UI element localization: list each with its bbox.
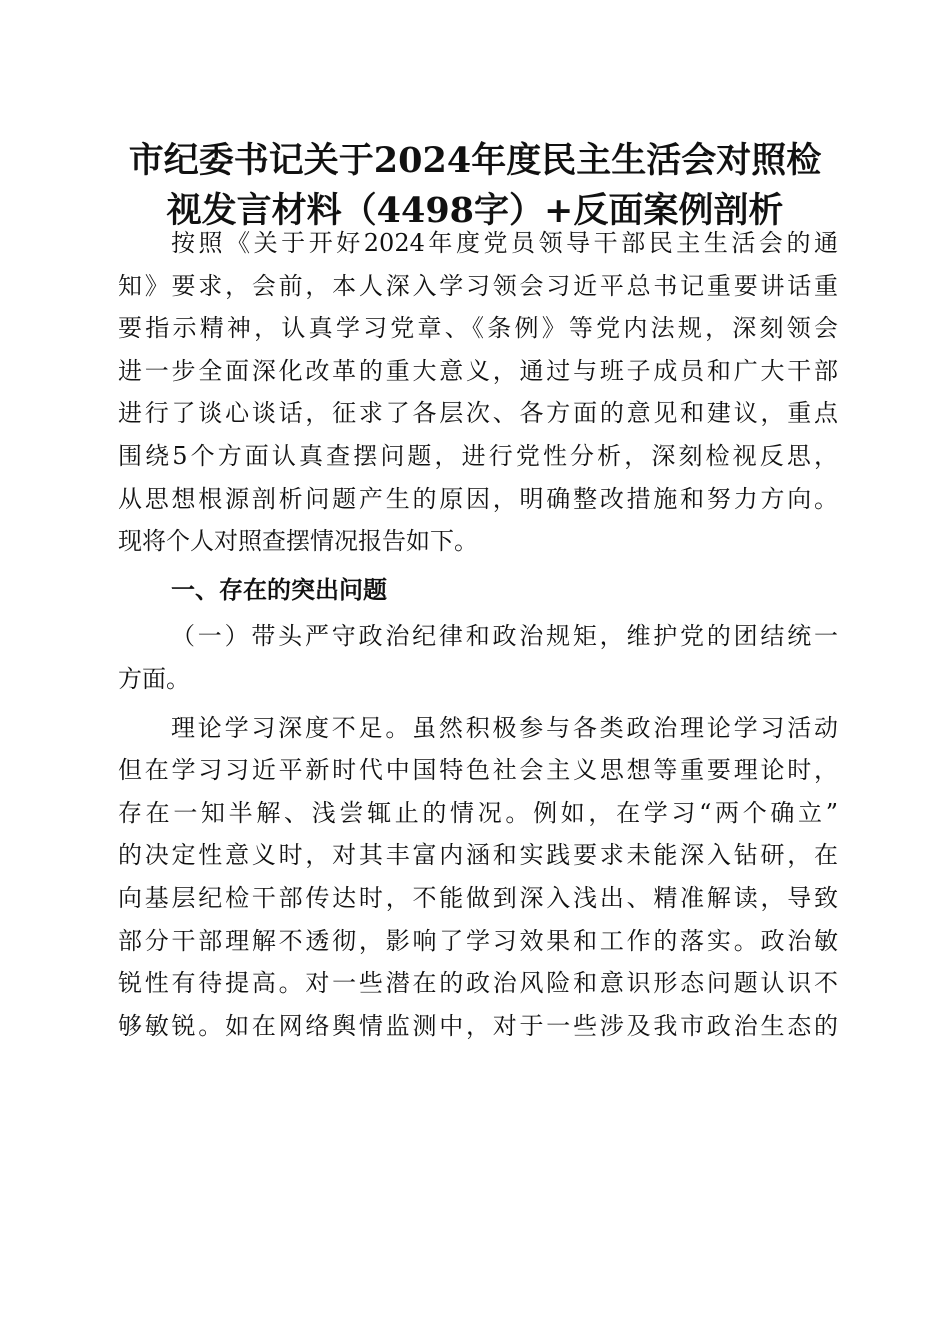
- paragraph-line: 进行了谈心谈话，征求了各层次、各方面的意见和建议，重点: [118, 399, 838, 428]
- paragraph-line: 锐性有待提高。对一些潜在的政治风险和意识形态问题认识不: [118, 969, 838, 998]
- paragraph-line: （一）带头严守政治纪律和政治规矩，维护党的团结统一: [171, 622, 838, 651]
- paragraph-line: 够敏锐。如在网络舆情监测中，对于一些涉及我市政治生态的: [118, 1011, 838, 1040]
- paragraph-line: 知》要求，会前，本人深入学习领会习近平总书记重要讲话重: [118, 271, 838, 300]
- paragraph-line: 的决定性意义时，对其丰富内涵和实践要求未能深入钻研，在: [118, 841, 838, 870]
- paragraph-line: 进一步全面深化改革的重大意义，通过与班子成员和广大干部: [118, 356, 838, 385]
- paragraph-line: 从思想根源剖析问题产生的原因，明确整改措施和努力方向。: [118, 484, 838, 513]
- paragraph-line: 要指示精神，认真学习党章、《条例》等党内法规，深刻领会: [118, 314, 838, 343]
- paragraph-line: 方面。: [118, 664, 190, 693]
- body-paragraph: [118, 707, 838, 1048]
- section-heading: 一、存在的突出问题: [171, 575, 387, 604]
- paragraph-line: 但在学习习近平新时代中国特色社会主义思想等重要理论时，: [118, 756, 838, 785]
- paragraph-line: 围绕5个方面认真查摆问题，进行党性分析，深刻检视反思，: [118, 441, 838, 470]
- paragraph-line: 向基层纪检干部传达时，不能做到深入浅出、精准解读，导致: [118, 883, 838, 912]
- subsection-heading: [118, 615, 838, 700]
- paragraph-line: 按照《关于开好2024年度党员领导干部民主生活会的通: [171, 229, 838, 257]
- paragraph-line: 存在一知半解、浅尝辄止的情况。例如，在学习“两个确立”: [118, 798, 838, 827]
- title-line: 市纪委书记关于2024年度民主生活会对照检: [128, 140, 822, 181]
- paragraph-line: 部分干部理解不透彻，影响了学习效果和工作的落实。政治敏: [118, 926, 838, 955]
- document-title: [100, 136, 850, 236]
- paragraph-line: 理论学习深度不足。虽然积极参与各类政治理论学习活动: [171, 713, 838, 742]
- intro-paragraph: [118, 222, 838, 563]
- paragraph-line: 现将个人对照查摆情况报告如下。: [118, 527, 478, 556]
- document-body: [118, 222, 838, 1047]
- title-line: 视发言材料（4498字）+反面案例剖析: [166, 190, 784, 231]
